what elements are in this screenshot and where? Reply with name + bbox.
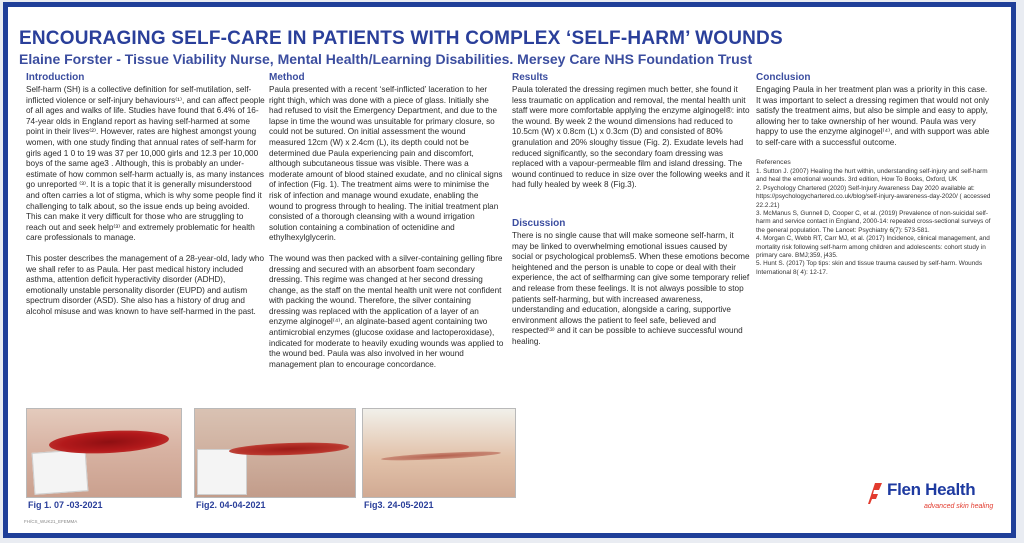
footer-code: FH/CS_WUK21_EFEMMA [24,519,78,524]
method-paragraph-2: The wound was then packed with a silver-containing gelling fibre dressing and secured with an absorbent foam secondary dressing. This regime was changed at her second dressing change, as the staff on the mental health unit were not confident with packing the wound. Therefore, the silver containing dressing was replaced with the application of a layer of an enzyme alginogel⁽⁴⁾, an alginate-based agent containing two antimicrobial enzymes (glucose oxidase and lactoperoxidase), indicated for moderate to heavily exuding wounds was applied to the wound bed. Paula was also involved in her wound management plan to encourage concordance. [269,253,504,369]
dressing-label-patch [197,449,247,495]
flen-logo-icon [866,481,884,505]
method-heading: Method [269,72,305,83]
flen-health-logo [866,478,996,518]
reference-item: 4. Morgan C, Webb RT, Carr MJ, et al. (2017) Incidence, clinical management, and mortality risk following self-harm among children and adolescents: cohort study in primary care. BMJ;359, j435. [756,235,990,260]
dressing-label-patch [32,449,89,495]
logo-tagline: advanced skin healing [924,503,994,510]
reference-item: 2. Psychology Chartered (2020) Self-Injury Awareness Day 2020 available at: https://psychologychartered.co.uk/blog/self-injury-awareness-day-2020/ ( accessed 22.2.21) [756,184,991,209]
wound-photo-week-0 [26,408,182,498]
conclusion-paragraph: Engaging Paula in her treatment plan was a priority in this case. It was important to select a dressing regimen that would not only satisfy the treatment aims, but also be simple and easy to apply, allowing her to take ownership of her wound. Paula was very happy to use the enzyme alginogel⁽⁴⁾, and with support was able to self-care with a successful outcome. [756,85,990,147]
conclusion-heading: Conclusion [756,72,811,83]
logo-wordmark: Flen Health [887,480,976,499]
poster-title: ENCOURAGING SELF-CARE IN PATIENTS WITH COMPLEX ‘SELF-HARM’ WOUNDS [19,28,783,49]
introduction-paragraph-1: Self-harm (SH) is a collective definition for self-mutilation, self-inflicted violence or self-injury behaviours⁽¹⁾, and can affect people of all ages and walks of life. Studies have found that 6.4% of 16-74-year olds in England report as having self-harmed at some point in their lives⁽²⁾. However, rates are highest amongst young women, with one study finding that annual rates of self-harm for girls aged 1 0 to 19 was 37 per 10,000 girls and 12.3 per 10,000 boys of the same age3 . Although, this is probably an under-estimate of how common self-harm actually is, as many instances go unreported ⁽³⁾. It is a topic that it is generally misunderstood and often carries a lot of stigma, which is why some people find it challenging to talk about, so the issue ends up being avoided. This can make it very difficult for those who are struggling to reach out and seek help⁽³⁾ and extremely problematic for health care professionals to manage. [26,85,265,243]
references-heading: References [756,158,791,166]
results-paragraph: Paula tolerated the dressing regimen much better, she found it less traumatic on application and removal, the mental health unit staff were more comfortable applying the enzyme alginogel®: into the wound. By week 2 the wound dimensions had reduced to 10.5cm (W) x 0.8cm (L) x 0.3cm (D) and consisted of 80% granulation and 20% sloughy tissue (Fig. 2). Exudate levels had reduced significantly, so the secondary foam dressing was replaced with a vapour-permeable film and island dressing. The wound continued to reduce in size over the following weeks and it had fully healed by week 8 (Fig.3). [512,85,750,190]
reference-item: 3. McManus S, Gunnell D, Cooper C, et al. (2019) Prevalence of non-suicidal self-harm and service contact in England, 2000-14: repeated cross-sectional surveys of the general population. The Lancet: Psychiatry 6(7): 573-581. [756,210,991,234]
poster-subtitle: Elaine Forster - Tissue Viability Nurse, Mental Health/Learning Disabilities. Mersey Care NHS Foundation Trust [19,51,753,67]
wound-photo-week-8 [362,408,516,498]
method-paragraph-1: Paula presented with a recent ‘self-inflicted’ laceration to her right thigh, which was done with a piece of glass. Initially she had refused to visit the Emergency Department, and due to the lapse in time the wound was unsuitable for primary closure, so could not be sutured. On initial assessment the wound measured 12cm (W) x 2.4cm (L), its depth could not be determined due Paula experiencing pain and discomfort, although subcutaneous tissue was visible. There was a moderate amount of blood stained exudate, and no clinical signs of infection (Fig. 1). The treatment aims were to minimise the risk of infection and manage wound exudate, enabling the wound to progress through to healing. The initial treatment plan consisted of a thorough cleansing with a wound irrigation solution containing a combination of octenidine and ethylhexylglycerin. [269,85,503,243]
figure-3-caption: Fig3. 24-05-2021 [364,500,434,510]
introduction-heading: Introduction [26,72,85,83]
references-block [756,159,994,278]
figure-1-caption: Fig 1. 07 -03-2021 [28,500,103,510]
introduction-paragraph-2: This poster describes the management of a 28-year-old, lady who we shall refer to as Paula. Her past medical history included asthma, attention deficit hyperactivity disorder (ADHD), emotionally unstable personality disorder (EUPD) and autism spectrum disorder (ASD). She also has a history of drug and alcohol misuse and was known to have self-harmed in the past. [26,253,265,316]
wound-photo-week-4 [194,408,356,498]
method-section [269,72,504,380]
introduction-section [26,72,266,327]
conclusion-section [756,72,994,277]
results-heading: Results [512,72,549,83]
reference-item: 5. Hunt S. (2017) Top tips: skin and tissue trauma caused by self-harm. Wounds International 8( 4): 12-17. [756,260,983,276]
wound-laceration [229,441,349,457]
results-section [512,72,750,201]
wound-laceration [49,428,170,456]
discussion-section [512,218,750,348]
reference-item: 1. Sutton J. (2007) Healing the hurt within, understanding self-injury and self-harm and heal the emotional wounds. 3rd edition, How To Books, Oxford, UK [756,167,988,184]
healed-scar [381,450,501,462]
figure-2-caption: Fig2. 04-04-2021 [196,500,266,510]
discussion-heading: Discussion [512,218,566,229]
discussion-paragraph: There is no single cause that will make someone self-harm, it may be linked to overwhelming emotional issues caused by social or psychological problems5. When these emotions become heightened and the person is unable to cope or deal with their experience, the act of selfharming can give some temporary relief and release from these feelings. It is not always possible to stop patients self-harming, but with increased awareness, understanding and education, alongside a caring, supportive environment allows the patient to feel safe, believed and respected⁽³⁾ and it can be possible to achieve successful wound healing. [512,231,750,346]
references-list [756,168,994,277]
